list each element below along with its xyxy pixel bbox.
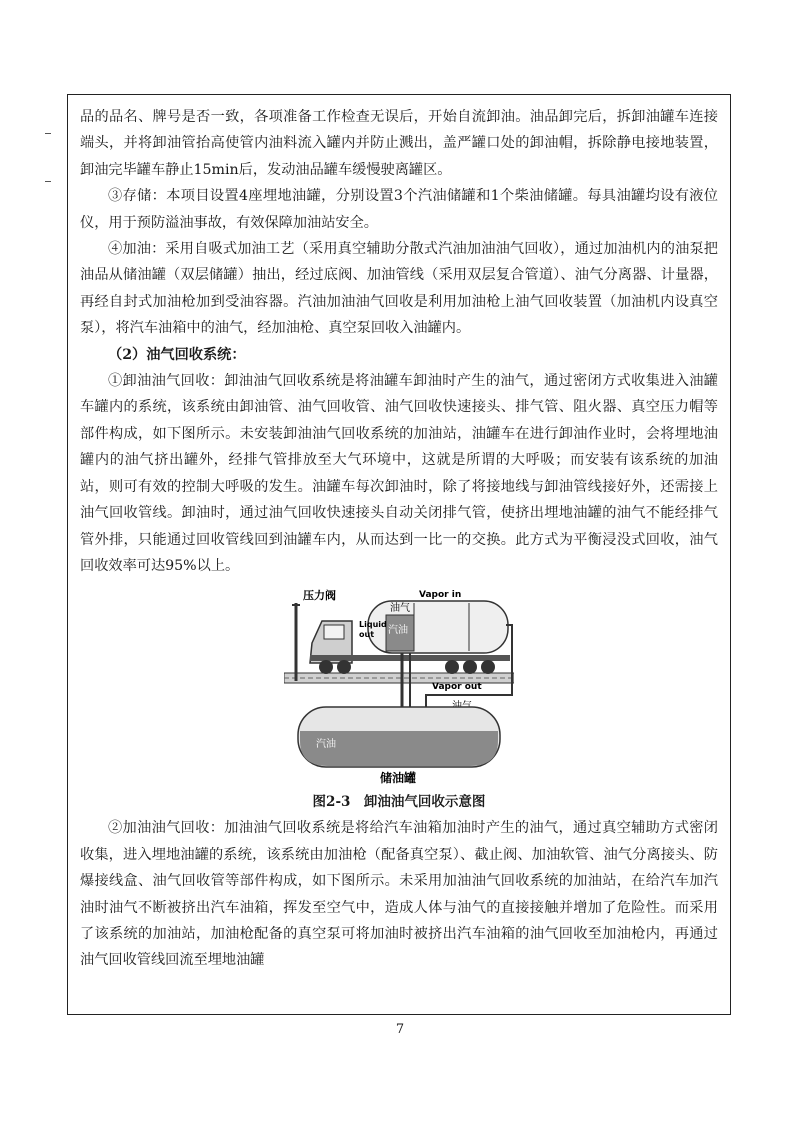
label-storage-tank: 储油罐 <box>380 771 417 786</box>
vapor-recovery-diagram <box>80 585 718 785</box>
wheel <box>319 660 333 674</box>
margin-mark <box>45 181 51 182</box>
figure-caption: 图2-3 卸油油气回收示意图 <box>312 794 486 811</box>
section-heading-vapor-recovery: （2）油气回收系统： <box>108 346 246 363</box>
paragraph-refueling: ④加油：采用自吸式加油工艺（采用真空辅助分散式汽油加油油气回收），通过加油机内的油泵把油品从储油罐（双层储罐）抽出，经过底阀、加油管线（采用双层复合管道）、油气分离器、计量器，再经自封式加油枪加到受油容器。汽油加油油气回收是利用加油枪上油气回收装置（加油机内设真空泵），将汽车油箱中的油气，经加油枪、真空泵回收入油罐内。 <box>80 241 718 337</box>
wheel <box>481 660 495 674</box>
paragraph-refueling-vapor-recovery: ②加油油气回收：加油油气回收系统是将给汽车油箱加油时产生的油气，通过真空辅助方式密闭收集，进入埋地油罐的系统，该系统由加油枪（配备真空泵）、截止阀、加油软管、油气分离接头、防爆接线盒、油气回收管等部件构成，如下图所示。未采用加油油气回收系统的加油站，在给汽车加汽油时油气不断被挤出汽车油箱，挥发至空气中，造成人体与油气的直接接触并增加了危险性。而采用了该系统的加油站，加油枪配备的真空泵可将加油时被挤出汽车油箱的油气回收至加油枪内，再通过油气回收管线回流至埋地油罐 <box>80 820 718 969</box>
paragraph-unloading-procedure: 品的品名、牌号是否一致，各项准备工作检查无误后，开始自流卸油。油品卸完后，拆卸油罐车连接端头，并将卸油管抬高使管内油料流入罐内并防止溅出，盖严罐口处的卸油帽，拆除静电接地装置，卸油完毕罐车静止15min后，发动油品罐车缓慢驶离罐区。 <box>80 109 718 178</box>
document-body <box>80 104 718 974</box>
wheel <box>445 660 459 674</box>
label-vapor-out: Vapor out <box>432 682 482 693</box>
wheel <box>337 660 351 674</box>
wheel <box>463 660 477 674</box>
label-pressure-valve: 压力阀 <box>303 589 336 603</box>
paragraph-storage: ③存储：本项目设置4座埋地油罐，分别设置3个汽油储罐和1个柴油储罐。每具油罐均设有液位仪，用于预防溢油事故，有效保障加油站安全。 <box>80 188 718 231</box>
label-gasoline-tank: 汽油 <box>316 739 336 751</box>
paragraph-unloading-vapor-recovery: ①卸油油气回收：卸油油气回收系统是将油罐车卸油时产生的油气，通过密闭方式收集进入油罐车罐内的系统，该系统由卸油管、油气回收管、油气回收快速接头、排气管、阻火器、真空压力帽等部件构成，如下图所示。未安装卸油油气回收系统的加油站，油罐车在进行卸油作业时，会将埋地油罐内的油气挤出罐外，经排气管排放至大气环境中，这就是所谓的大呼吸；而安装有该系统的加油站，则可有效的控制大呼吸的发生。油罐车每次卸油时，除了将接地线与卸油管线接好外，还需接上油气回收管线。卸油时，通过油气回收快速接头自动关闭排气管，使挤出埋地油罐的油气不能经排气管外排，只能通过回收管线回到油罐车内，从而达到一比一的交换。此方式为平衡浸没式回收，油气回收效率可达95%以上。 <box>80 373 718 574</box>
label-vapor-in: Vapor in <box>419 590 462 601</box>
label-liquid-out-2: out <box>359 630 375 640</box>
label-vapor-truck: 油气 <box>390 603 410 615</box>
label-gasoline-truck: 汽油 <box>388 625 408 637</box>
page-number: 7 <box>395 1022 405 1037</box>
margin-mark <box>45 133 51 134</box>
label-liquid-out-1: Liquid <box>359 620 387 630</box>
diagram-svg <box>284 585 514 785</box>
